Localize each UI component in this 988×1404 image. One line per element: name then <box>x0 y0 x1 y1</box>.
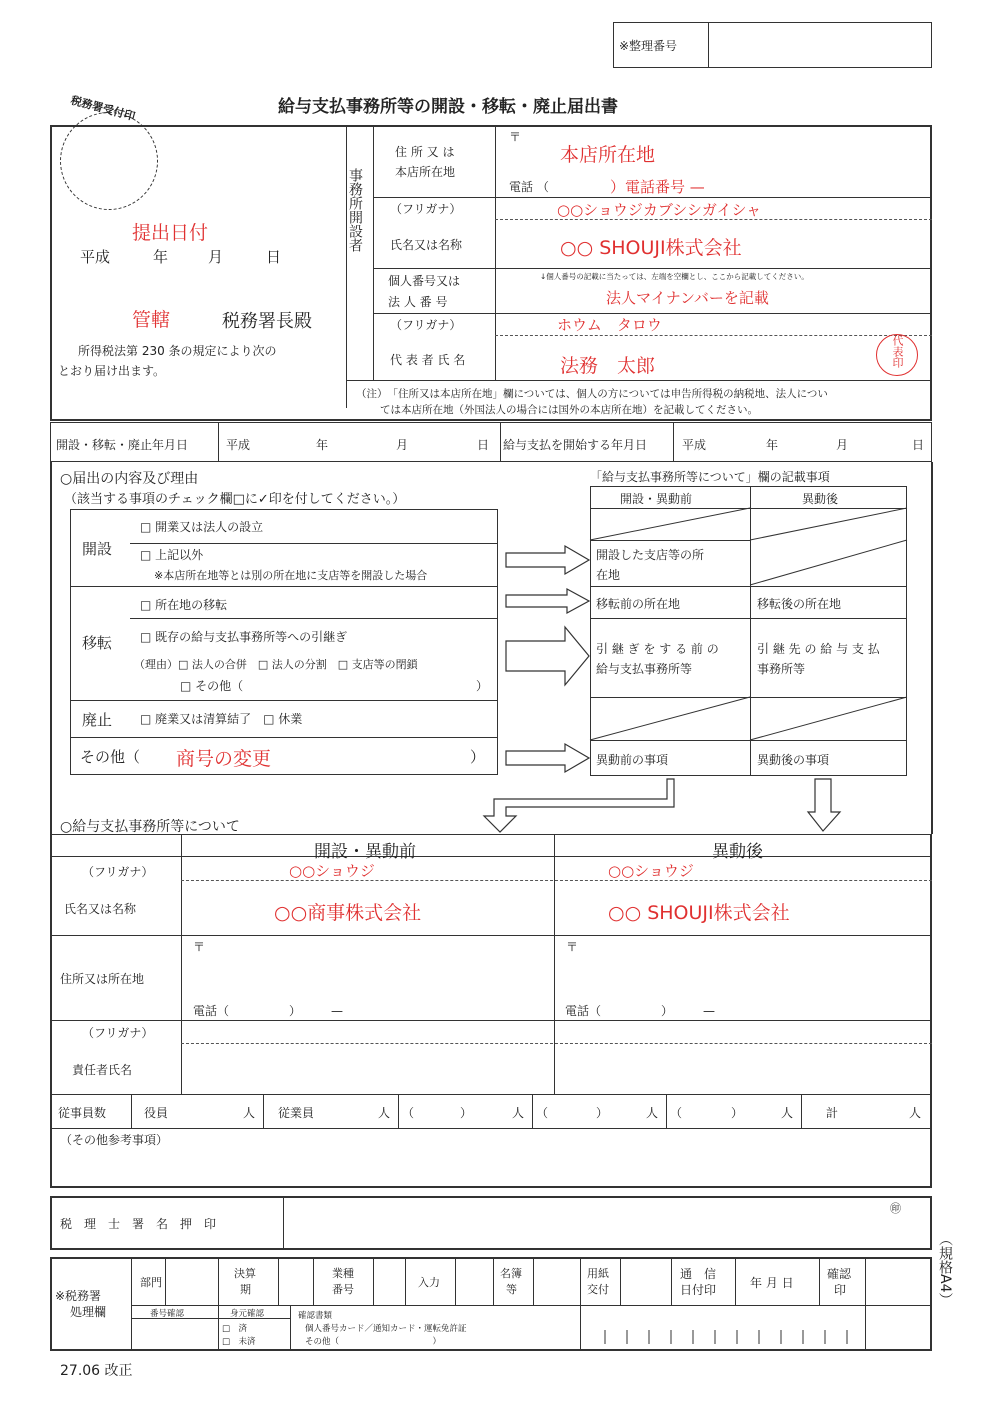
company-name: ○○ SHOUJI株式会社 <box>560 237 742 259</box>
jimusho-label: 事務所開設者 <box>347 168 363 252</box>
section2-title: ○給与支払事務所等について <box>60 819 240 835</box>
furigana-rep: ホウム タロウ <box>557 316 662 334</box>
cb-kaigyo[interactable]: □ 開業又は法人の設立 <box>140 520 264 534</box>
cb-haigyo[interactable]: □ 廃業又は清算結了 □ 休業 <box>140 712 303 726</box>
rep-name: 法務 太郎 <box>560 355 656 377</box>
arrow-icon-3 <box>505 626 590 686</box>
submit-date: 提出日付 <box>132 222 209 244</box>
s2-furigana-after: ○○ショウジ <box>608 862 694 880</box>
seal-text: 代表印 <box>891 335 904 368</box>
section2-table <box>50 834 932 1188</box>
arrow-icon-2 <box>505 588 590 614</box>
cb-hikitsugi[interactable]: □ 既存の給与支払事務所等への引継ぎ <box>140 630 348 644</box>
note-line-2: ては本店所在地（外国法人の場合には国外の本店所在地）を記載してください。 <box>380 404 758 416</box>
note-line-1: （注） 「住所又は本店所在地」欄については、個人の方については申告所得税の納税地、法人につい <box>356 388 828 400</box>
tel-value: ）電話番号 — <box>610 178 705 196</box>
s2-furigana-before: ○○ショウジ <box>289 862 375 880</box>
revision-label: 27.06 改正 <box>60 1363 133 1379</box>
digit-ticks <box>580 1330 865 1350</box>
sonota-value: 商号の変更 <box>176 748 272 770</box>
corp-number-value: 法人マイナンバーを記載 <box>606 289 769 307</box>
zeimusho-chou: 税務署長殿 <box>222 311 312 332</box>
honten-value: 本店所在地 <box>560 144 656 166</box>
bent-arrow-icon <box>484 778 679 834</box>
cb-sonota[interactable]: □ その他（ <box>180 679 244 693</box>
s2-name-before: ○○商事株式会社 <box>274 902 422 924</box>
down-arrow-icon <box>807 778 841 832</box>
page-title: 給与支払事務所等の開設・移転・廃止届出書 <box>278 97 618 117</box>
furigana-company: ○○ショウジカブシシガイシャ <box>557 201 762 219</box>
cb-joki-igai[interactable]: □ 上記以外 <box>140 548 204 562</box>
reason-title: ○届出の内容及び理由 <box>60 471 199 487</box>
stamp-label: 税務署受付印 <box>69 93 137 124</box>
kankatsu: 管轄 <box>132 309 171 331</box>
kikaku-label: （規格A4） <box>937 1232 953 1307</box>
s2-name-after: ○○ SHOUJI株式会社 <box>608 902 790 924</box>
date-era: 平成 <box>80 248 111 266</box>
cb-shozaichi[interactable]: □ 所在地の移転 <box>140 598 228 612</box>
seiri-label: ※整理番号 <box>619 39 678 53</box>
arrow-icon-4 <box>505 743 590 773</box>
arrow-icon-1 <box>505 545 590 575</box>
